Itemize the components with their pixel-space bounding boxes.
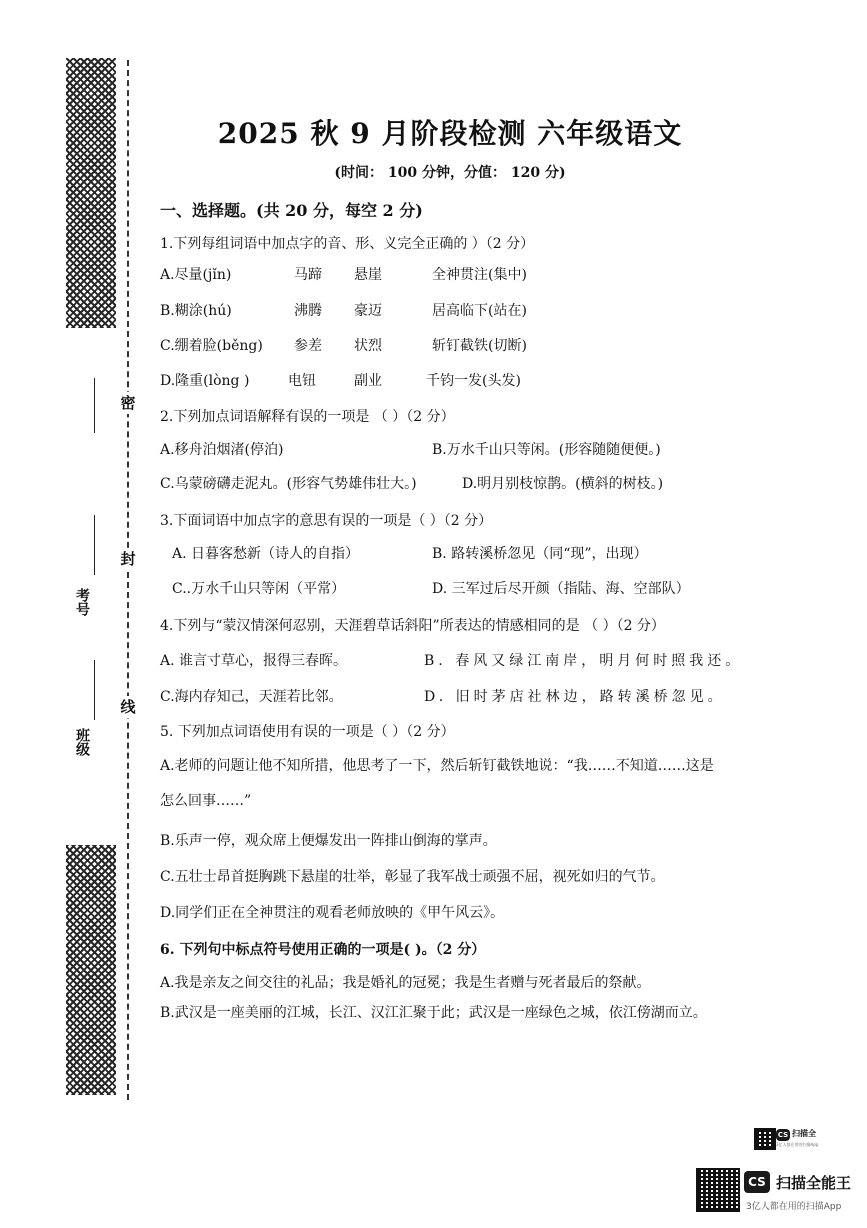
q1-row-d-item-2: 电钮	[288, 373, 316, 389]
scanner-tagline: 3亿人都在用的扫描App	[746, 1202, 842, 1212]
exam-time-score: (时间： 100 分钟，分值： 120 分)	[334, 165, 566, 181]
q5-option-d: D.同学们正在全神贯注的观看老师放映的《甲午风云》。	[160, 905, 505, 921]
q5-option-b: B.乐声一停，观众席上便爆发出一阵排山倒海的掌声。	[160, 833, 497, 849]
class-blank	[94, 660, 95, 720]
small-cs-logo: CS	[777, 1131, 789, 1139]
q1-row-c-item-2: 参差	[294, 338, 322, 354]
q5-option-a-line1: A.老师的问题让他不知所措，他思考了一下，然后斩钉截铁地说：“我……不知道……这是	[160, 758, 714, 774]
qr-code	[696, 1168, 740, 1212]
seal-char-feng: 封	[118, 548, 138, 570]
q1-row-a-item-3: 悬崖	[354, 267, 382, 283]
q2-option-d: D.明月别枝惊鹊。(横斜的树枝。)	[462, 476, 664, 492]
q6-option-a: A.我是亲友之间交往的礼品；我是婚礼的冠冕；我是生者赠与死者最后的祭献。	[160, 975, 651, 991]
cs-logo: CS	[744, 1171, 770, 1193]
q2-option-a: A.移舟泊烟渚(停泊)	[160, 442, 284, 458]
small-qr-code	[754, 1128, 776, 1150]
binding-hatch-top	[66, 58, 116, 328]
q1-stem: 1.下列每组词语中加点字的音、形、义完全正确的 ）（2 分）	[160, 236, 535, 252]
q5-option-c: C.五壮士昂首挺胸跳下悬崖的壮举，彰显了我军战士顽强不屈，视死如归的气节。	[160, 869, 665, 885]
q1-row-d-item-1: D.隆重(lòng )	[160, 373, 250, 389]
seal-dashed-line	[127, 60, 129, 1100]
q3-option-b: B. 路转溪桥忽见（同“现”，出现）	[432, 546, 648, 562]
binding-hatch-bottom	[66, 845, 116, 1095]
q2-option-b: B.万水千山只等闲。(形容随随便便。)	[432, 442, 661, 458]
section-title: 一、选择题。(共 20 分，每空 2 分)	[160, 201, 423, 220]
q3-option-a: A. 日暮客愁新（诗人的自指）	[172, 546, 360, 562]
exam-number-blank	[94, 515, 95, 575]
q1-row-b-item-2: 沸腾	[294, 303, 322, 319]
q4-option-a: A. 谁言寸草心，报得三春晖。	[160, 653, 348, 669]
q1-row-b-item-4: 居高临下(站在)	[432, 303, 527, 319]
q3-stem: 3.下面词语中加点字的意思有误的一项是（ ）（2 分）	[160, 513, 493, 529]
q1-row-d-item-3: 副业	[354, 373, 382, 389]
q1-row-b-item-1: B.糊涂(hú)	[160, 303, 232, 319]
q1-row-a-item-4: 全神贯注(集中)	[432, 267, 527, 283]
seal-char-mi: 密	[118, 392, 138, 414]
q1-row-d-item-4: 千钧一发(头发)	[426, 373, 521, 389]
q3-option-d: D. 三军过后尽开颜（指陆、海、空部队）	[432, 581, 690, 597]
seal-char-xian: 线	[118, 696, 138, 718]
q4-option-c: C.海内存知己，天涯若比邻。	[160, 689, 343, 705]
q1-row-c-item-4: 斩钉截铁(切断)	[432, 338, 527, 354]
q6-stem: 6. 下列句中标点符号使用正确的一项是( )。（2 分）	[160, 942, 486, 958]
q1-row-b-item-3: 豪迈	[354, 303, 382, 319]
q4-option-b: B. 春风又绿江南岸，明月何时照我还。	[424, 653, 744, 669]
q4-stem: 4.下列与“蒙汉情深何忍别，天涯碧草话斜阳”所表达的情感相同的是 （ ）（2 分）	[160, 618, 665, 634]
q4-option-d: D. 旧时茅店社林边，路转溪桥忽见。	[424, 689, 726, 705]
small-scanner-tagline: 3亿人都在用的扫描App	[776, 1142, 819, 1147]
scanner-brand-name: 扫描全能王	[776, 1174, 852, 1192]
exam-number-label: 考号	[74, 588, 90, 616]
page-title: 2025 秋 9 月阶段检测 六年级语文	[217, 117, 683, 150]
small-scanner-brand: 扫描全	[792, 1129, 816, 1138]
q1-row-c-item-1: C.绷着脸(běng)	[160, 338, 263, 354]
q1-row-c-item-3: 状烈	[354, 338, 382, 354]
q5-stem: 5. 下列加点词语使用有误的一项是（ ）（2 分）	[160, 724, 455, 740]
q6-option-b: B.武汉是一座美丽的江城，长江、汉江汇聚于此；武汉是一座绿色之城，依江傍湖而立。	[160, 1005, 707, 1021]
q5-option-a-line2: 怎么回事……”	[160, 793, 252, 809]
q2-stem: 2.下列加点词语解释有误的一项是 （ ）（2 分）	[160, 409, 455, 425]
exam-number-blank-top	[94, 378, 95, 433]
q3-option-c: C..万水千山只等闲（平常）	[172, 581, 346, 597]
q2-option-c: C.乌蒙磅礴走泥丸。(形容气势雄伟壮大。)	[160, 476, 417, 492]
class-label: 班级	[74, 728, 90, 756]
q1-row-a-item-2: 马蹄	[294, 267, 322, 283]
q1-row-a-item-1: A.尽量(jǐn)	[160, 267, 232, 283]
